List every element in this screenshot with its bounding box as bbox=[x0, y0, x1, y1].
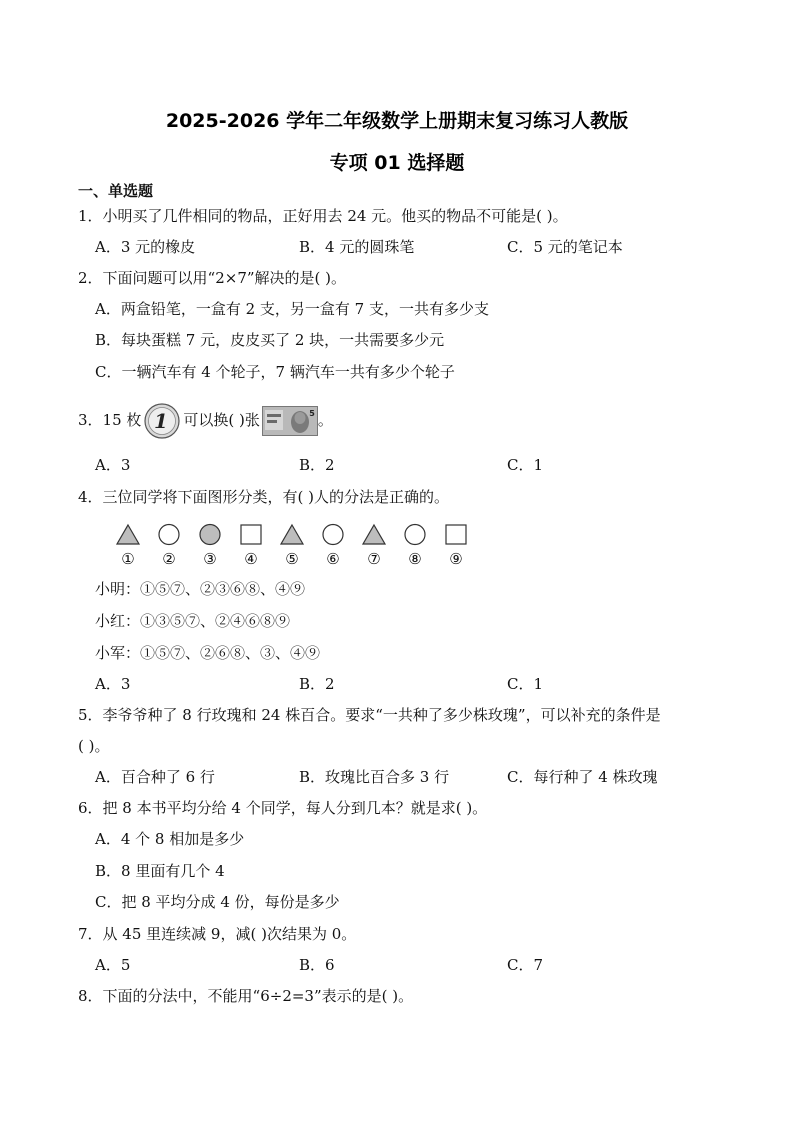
shape-circle-2 bbox=[159, 525, 179, 545]
question-5-stem: 5．李爷爷种了 8 行玫瑰和 24 株百合。要求“一共种了多少株玫瑰”，可以补充的条件是 bbox=[78, 706, 661, 724]
shape-number-label: ⑧ bbox=[408, 550, 422, 568]
shape-triangle-1 bbox=[117, 525, 139, 544]
question-3-option-b: B．2 bbox=[299, 456, 335, 474]
question-1-option-c: C．5 元的笔记本 bbox=[507, 238, 623, 256]
shape-circle-6 bbox=[323, 525, 343, 545]
question-4-option-a: A．3 bbox=[95, 675, 131, 693]
shape-number-label: ⑦ bbox=[367, 550, 381, 568]
shape-circle-8 bbox=[405, 525, 425, 545]
question-2-option-c: C．一辆汽车有 4 个轮子，7 辆汽车一共有多少个轮子 bbox=[95, 363, 455, 381]
page-title: 2025-2026 学年二年级数学上册期末复习练习人教版 bbox=[165, 110, 629, 132]
question-3-option-c: C．1 bbox=[507, 456, 544, 474]
shape-number-label: ⑤ bbox=[285, 550, 299, 568]
question-3-suffix: 。 bbox=[317, 411, 333, 429]
question-6-stem: 6．把 8 本书平均分给 4 个同学，每人分到几本？就是求( )。 bbox=[78, 799, 488, 817]
question-8-stem: 8．下面的分法中，不能用“6÷2=3”表示的是( )。 bbox=[78, 987, 414, 1005]
shape-square-9 bbox=[446, 525, 466, 544]
question-4-option-b: B．2 bbox=[299, 675, 335, 693]
one-yuan-coin-icon bbox=[144, 403, 180, 439]
question-4-xiaoming: 小明：①⑤⑦、②③⑥⑧、④⑨ bbox=[95, 580, 306, 598]
shape-number-label: ① bbox=[121, 550, 135, 568]
shape-triangle-5 bbox=[281, 525, 303, 544]
question-4-option-c: C．1 bbox=[507, 675, 544, 693]
question-2-stem: 2．下面问题可以用“2×7”解决的是( )。 bbox=[78, 269, 347, 287]
shape-number-label: ④ bbox=[244, 550, 258, 568]
question-7-option-b: B．6 bbox=[299, 956, 335, 974]
question-1-option-b: B．4 元的圆珠笔 bbox=[299, 238, 415, 256]
shape-square-4 bbox=[241, 525, 261, 544]
page-subtitle: 专项 01 选择题 bbox=[329, 152, 465, 174]
section-heading: 一、单选题 bbox=[78, 182, 154, 200]
question-3-middle: 可以换( )张 bbox=[183, 411, 260, 429]
question-6-option-c: C．把 8 平均分成 4 份，每份是多少 bbox=[95, 893, 340, 911]
question-4-stem: 4．三位同学将下面图形分类，有( )人的分法是正确的。 bbox=[78, 488, 450, 506]
question-3-stem bbox=[78, 401, 333, 439]
question-2-option-b: B．每块蛋糕 7 元，皮皮买了 2 块，一共需要多少元 bbox=[95, 331, 445, 349]
question-6-option-a: A．4 个 8 相加是多少 bbox=[95, 830, 245, 848]
question-4-shapes-figure bbox=[112, 522, 472, 568]
question-1-option-a: A．3 元的橡皮 bbox=[95, 238, 196, 256]
question-5-option-c: C．每行种了 4 株玫瑰 bbox=[507, 768, 658, 786]
shape-number-label: ⑥ bbox=[326, 550, 340, 568]
coin-value: 1 bbox=[154, 409, 169, 433]
shape-number-label: ⑨ bbox=[449, 550, 463, 568]
question-3-option-a: A．3 bbox=[95, 456, 131, 474]
question-5-option-b: B．玫瑰比百合多 3 行 bbox=[299, 768, 450, 786]
banknote-value: 5 bbox=[309, 409, 315, 418]
question-7-stem: 7．从 45 里连续减 9，减( )次结果为 0。 bbox=[78, 925, 357, 943]
shape-circle-filled-3 bbox=[200, 525, 220, 545]
shape-number-label: ② bbox=[162, 550, 176, 568]
question-5-stem-continued: ( )。 bbox=[78, 737, 110, 755]
question-4-xiaojun: 小军：①⑤⑦、②⑥⑧、③、④⑨ bbox=[95, 644, 321, 662]
question-1-stem: 1．小明买了几件相同的物品，正好用去 24 元。他买的物品不可能是( )。 bbox=[78, 207, 568, 225]
shape-triangle-7 bbox=[363, 525, 385, 544]
question-7-option-c: C．7 bbox=[507, 956, 544, 974]
five-yuan-banknote-icon bbox=[262, 406, 318, 436]
question-5-option-a: A．百合种了 6 行 bbox=[95, 768, 215, 786]
question-3-prefix: 3．15 枚 bbox=[78, 411, 142, 429]
shape-number-label: ③ bbox=[203, 550, 217, 568]
question-2-option-a: A．两盒铅笔，一盒有 2 支，另一盒有 7 支，一共有多少支 bbox=[95, 300, 489, 318]
question-7-option-a: A．5 bbox=[95, 956, 131, 974]
question-6-option-b: B．8 里面有几个 4 bbox=[95, 862, 225, 880]
question-4-xiaohong: 小红：①③⑤⑦、②④⑥⑧⑨ bbox=[95, 612, 291, 630]
